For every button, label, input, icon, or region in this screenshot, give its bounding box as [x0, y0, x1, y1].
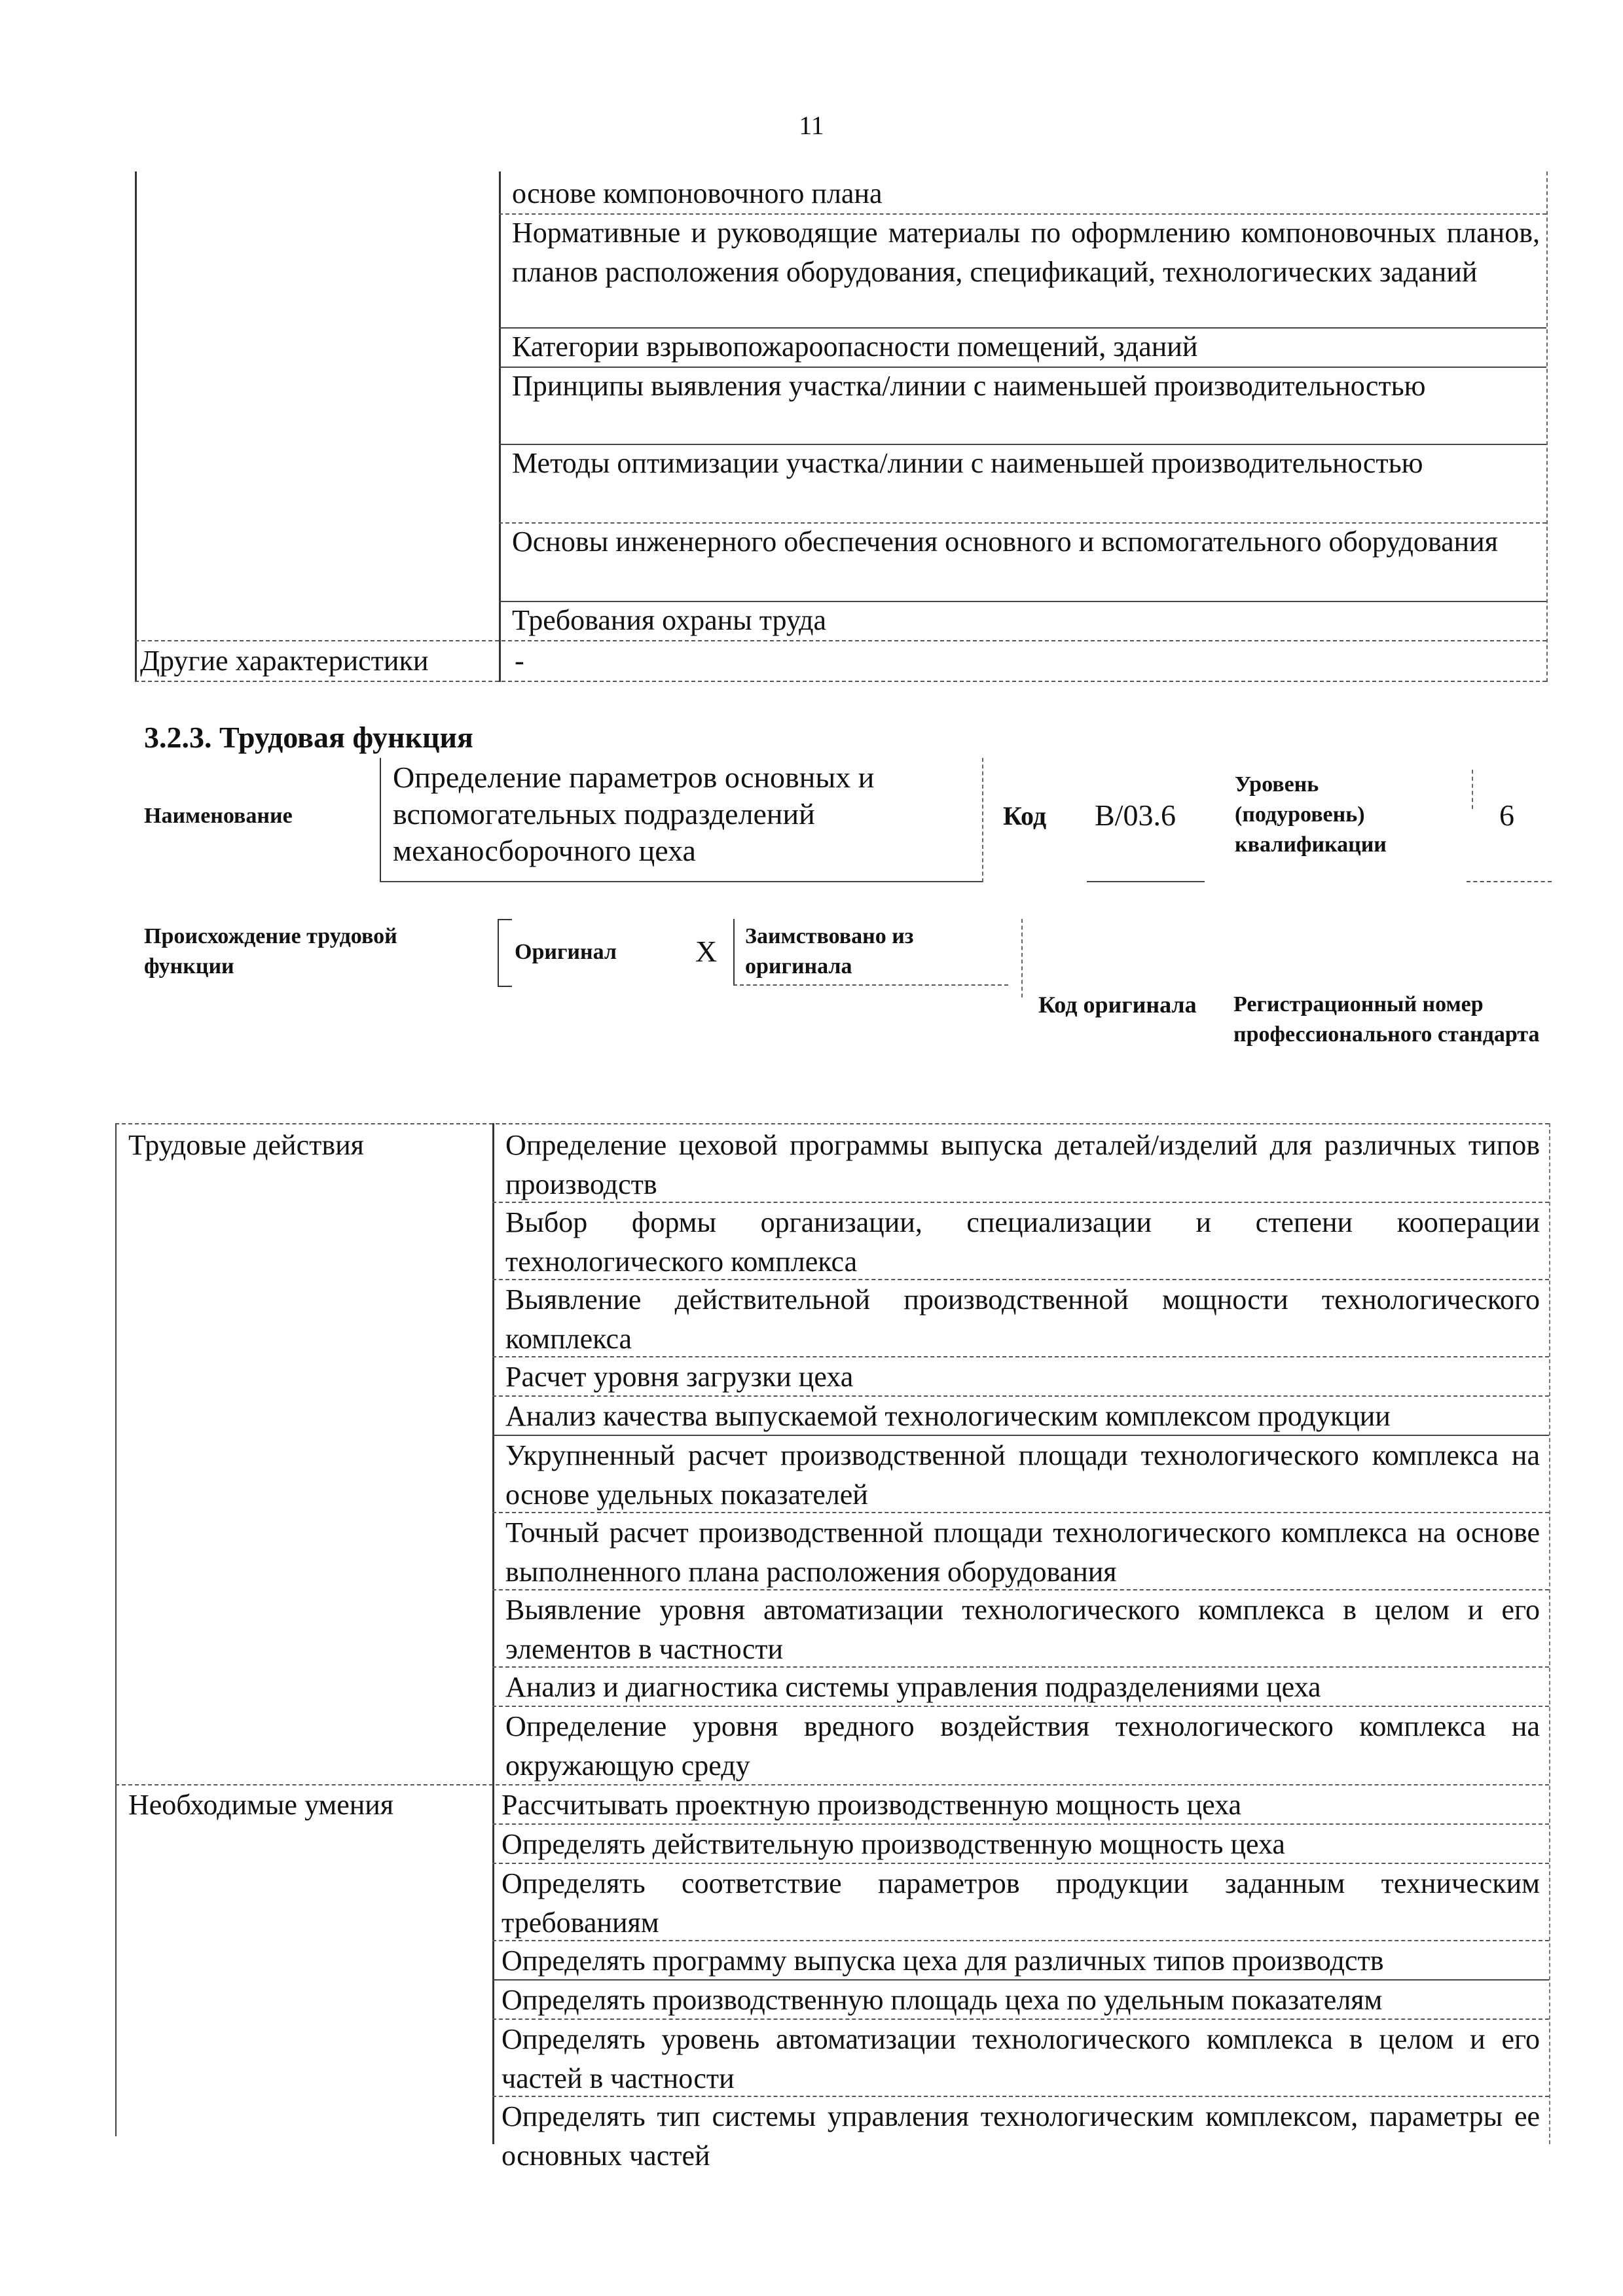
table-column-divider	[492, 1123, 494, 2144]
labor-action: Выявление уровня автоматизации технологического комплекса в целом и его элементов в частности	[505, 1594, 1540, 1665]
table-right-border	[1546, 171, 1548, 682]
origin-divider	[733, 919, 735, 984]
other-characteristics-value: -	[515, 645, 524, 677]
labor-action: Выбор формы организации, специализации и степени кооперации технологического комплекса	[505, 1206, 1540, 1278]
code-original-label: Код оригинала	[1038, 992, 1197, 1018]
labor-action: Определение уровня вредного воздействия технологического комплекса на окружающую среду	[505, 1710, 1540, 1782]
table-left-border	[115, 1123, 117, 2136]
required-skill: Определять тип системы управления технологическим комплексом, параметры ее основных частей	[501, 2100, 1540, 2172]
required-skill: Определять программу выпуска цеха для различных типов производств	[501, 1945, 1384, 1977]
required-skill: Определять производственную площадь цеха по удельным показателям	[501, 1984, 1383, 2016]
table-left-border	[135, 171, 137, 682]
page-number: 11	[799, 111, 824, 140]
code-underline	[1087, 881, 1205, 882]
section-title: 3.2.3. Трудовая функция	[144, 721, 473, 754]
table-right-border	[1549, 1123, 1550, 2144]
level-underline	[1467, 881, 1552, 882]
registration-number-label: Регистрационный номер профессионального стандарта	[1233, 992, 1540, 1047]
name-box-bottom	[380, 881, 982, 882]
level-box-left	[1472, 770, 1473, 809]
row-divider	[135, 681, 1546, 682]
required-skill: Определять действительную производственную мощность цеха	[501, 1828, 1285, 1860]
labor-action: Точный расчет производственной площади технологического комплекса на основе выполненного плана расположения оборудования	[505, 1516, 1540, 1588]
knowledge-item: Методы оптимизации участка/линии с наименьшей производительностью	[512, 447, 1423, 479]
origin-bottom	[733, 984, 1008, 986]
labor-action: Определение цеховой программы выпуска деталей/изделий для различных типов производств	[505, 1129, 1540, 1200]
original-option: Оригинал	[515, 940, 617, 964]
borrowed-option: Заимствовано из оригинала	[745, 924, 914, 978]
required-skill: Рассчитывать проектную производственную мощность цеха	[501, 1789, 1242, 1821]
labor-action: Расчет уровня загрузки цеха	[505, 1361, 854, 1393]
origin-label: Происхождение трудовой функции	[144, 924, 397, 978]
origin-bracket-left	[498, 919, 512, 987]
knowledge-item: Нормативные и руководящие материалы по оформлению компоновочных планов, планов расположения оборудования, спецификаций, технологических заданий	[512, 217, 1540, 288]
labor-action: Укрупненный расчет производственной площади технологического комплекса на основе удельных показателей	[505, 1439, 1540, 1511]
knowledge-item: Требования охраны труда	[512, 604, 827, 636]
labor-action: Анализ и диагностика системы управления подразделениями цеха	[505, 1671, 1321, 1703]
table-top-border	[115, 1123, 1549, 1124]
labor-action: Анализ качества выпускаемой технологическим комплексом продукции	[505, 1400, 1391, 1432]
knowledge-item: Основы инженерного обеспечения основного и вспомогательного оборудования	[512, 526, 1498, 558]
table-column-divider	[499, 171, 501, 682]
knowledge-item: Принципы выявления участка/линии с наименьшей производительностью	[512, 370, 1426, 402]
required-skill: Определять уровень автоматизации технологического комплекса в целом и его частей в частности	[501, 2023, 1540, 2094]
knowledge-item: Категории взрывопожароопасности помещений, зданий	[512, 331, 1198, 363]
original-mark: X	[695, 935, 718, 968]
origin-code-separator	[1021, 919, 1023, 997]
knowledge-item: основе компоновочного плана	[512, 177, 883, 209]
labor-actions-label: Трудовые действия	[128, 1129, 364, 1161]
name-label: Наименование	[144, 804, 293, 828]
name-box-border	[380, 758, 381, 882]
name-box-right	[982, 758, 983, 882]
other-characteristics-label: Другие характеристики	[140, 645, 429, 677]
name-value: Определение параметров основных и вспомогательных подразделений механосборочного цеха	[393, 761, 875, 867]
labor-action: Выявление действительной производственной мощности технологического комплекса	[505, 1283, 1540, 1355]
level-value: 6	[1499, 798, 1514, 832]
code-label: Код	[1003, 801, 1047, 831]
code-value: B/03.6	[1095, 798, 1176, 832]
required-skills-label: Необходимые умения	[128, 1789, 394, 1821]
level-label: Уровень (подуровень) квалификации	[1235, 772, 1387, 857]
required-skill: Определять соответствие параметров продукции заданным техническим требованиям	[501, 1867, 1540, 1939]
